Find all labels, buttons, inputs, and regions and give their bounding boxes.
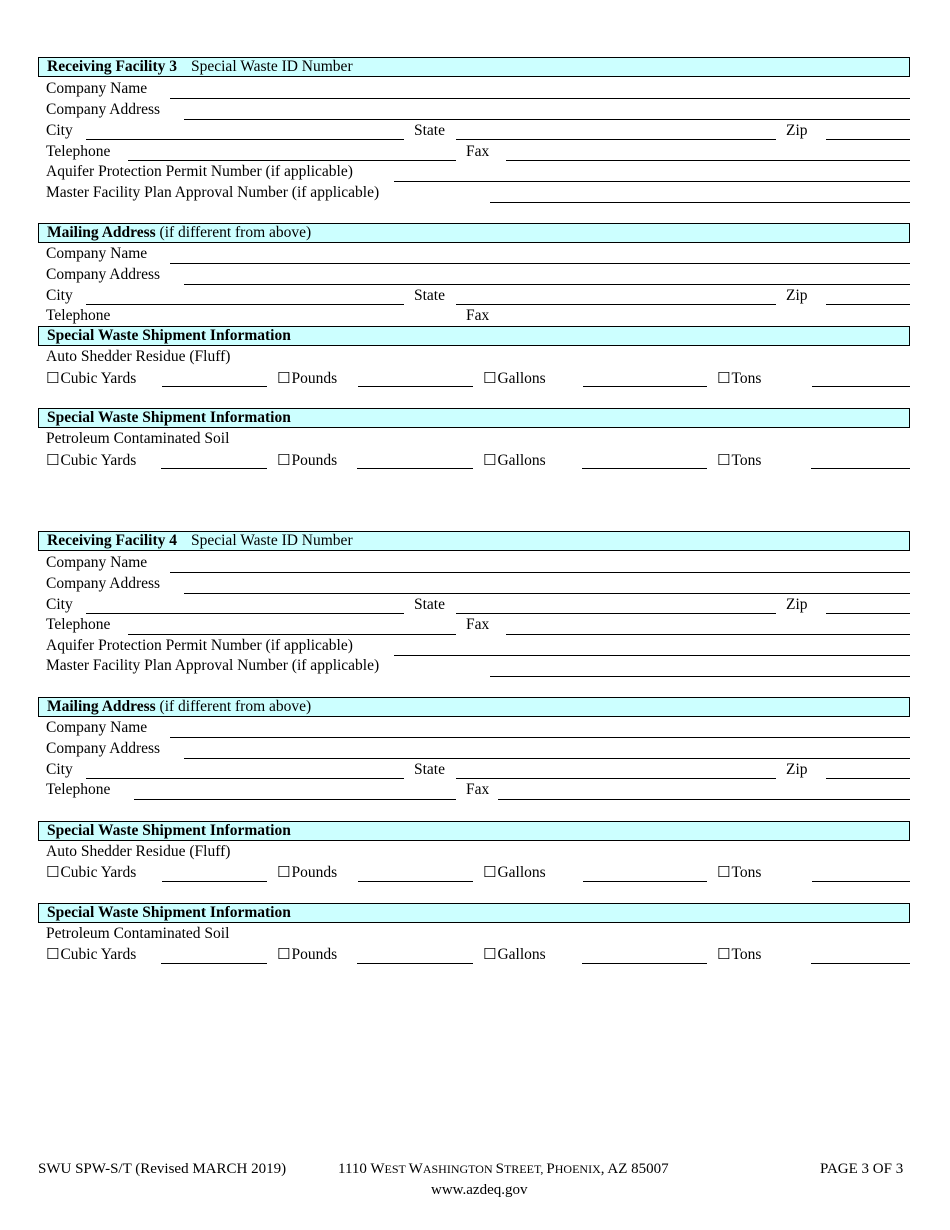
gallons-label: Gallons: [497, 864, 546, 881]
checkbox-icon[interactable]: ☐: [483, 369, 497, 387]
f4m-city-label: City: [46, 761, 73, 778]
f4-soil-pounds-option[interactable]: [277, 945, 337, 964]
f3m-company-name-field[interactable]: [170, 263, 910, 264]
f3m-state-label: State: [414, 287, 445, 304]
tons-label: Tons: [731, 946, 762, 963]
f3m-company-name-label: Company Name: [46, 245, 148, 262]
f4-soil-shipment-title: Special Waste Shipment Information: [47, 904, 291, 921]
f4-soil-gallons-option[interactable]: [483, 945, 546, 964]
f3-fluff-cubic-yards-option[interactable]: [46, 369, 136, 388]
f4-fluff-shipment-header: [38, 821, 910, 841]
f3m-company-address-field[interactable]: [184, 284, 910, 285]
facility4-header: [38, 531, 910, 551]
f3-fax-field[interactable]: [506, 160, 910, 161]
f3-soil-gallons-option[interactable]: [483, 451, 546, 470]
tons-label: Tons: [731, 452, 762, 469]
facility3-header: [38, 57, 910, 77]
f4-aquifer-permit-field[interactable]: [394, 655, 910, 656]
f3m-fax-label: Fax: [466, 307, 490, 324]
checkbox-icon[interactable]: ☐: [483, 451, 497, 469]
f4m-company-address-label: Company Address: [46, 740, 161, 757]
f4-fluff-gallons-option[interactable]: [483, 863, 546, 882]
pounds-label: Pounds: [291, 864, 338, 881]
footer-form-id: SWU SPW-S/T (Revised MARCH 2019): [38, 1161, 287, 1177]
f4m-company-name-label: Company Name: [46, 719, 148, 736]
f4-company-name-field[interactable]: [170, 572, 910, 573]
f4m-zip-label: Zip: [786, 761, 808, 778]
f3-fluff-pounds-field[interactable]: [358, 386, 473, 387]
f3m-city-label: City: [46, 287, 73, 304]
f4-soil-cubic-yards-field[interactable]: [161, 963, 267, 964]
f4-fluff-cubic-yards-field[interactable]: [162, 881, 267, 882]
f3-soil-cubic-yards-option[interactable]: [46, 451, 136, 470]
f4-soil-shipment-header: [38, 903, 910, 923]
f3-mailing-subtitle: (if different from above): [159, 224, 312, 241]
f3-fax-label: Fax: [466, 143, 490, 160]
checkbox-icon[interactable]: ☐: [717, 451, 731, 469]
f3-mailing-header: [38, 223, 910, 243]
f4-telephone-label: Telephone: [46, 616, 111, 633]
f3-city-label: City: [46, 122, 73, 139]
f3-soil-shipment-title: Special Waste Shipment Information: [47, 409, 291, 426]
f4-fluff-gallons-field[interactable]: [583, 881, 707, 882]
f3-zip-field[interactable]: [826, 139, 910, 140]
f3-soil-shipment-header: [38, 408, 910, 428]
f4-telephone-field[interactable]: [128, 634, 456, 635]
f3-fluff-label: Auto Shedder Residue (Fluff): [46, 348, 231, 365]
gallons-label: Gallons: [497, 452, 546, 469]
f4m-fax-label: Fax: [466, 781, 490, 798]
facility4-waste-id-label: Special Waste ID Number: [191, 532, 353, 549]
facility4-title: Receiving Facility 4: [47, 532, 177, 549]
f3-fluff-shipment-title: Special Waste Shipment Information: [47, 327, 291, 344]
f4-mailing-header: [38, 697, 910, 717]
f4-state-label: State: [414, 596, 445, 613]
f4-company-address-field[interactable]: [184, 593, 910, 594]
checkbox-icon[interactable]: ☐: [483, 945, 497, 963]
f3-fluff-shipment-header: [38, 326, 910, 346]
pounds-label: Pounds: [291, 452, 338, 469]
tons-label: Tons: [731, 864, 762, 881]
f3-telephone-field[interactable]: [128, 160, 456, 161]
f3-telephone-label: Telephone: [46, 143, 111, 160]
f3-company-address-field[interactable]: [184, 119, 910, 120]
f3-fluff-tons-field[interactable]: [812, 386, 910, 387]
f3-fluff-gallons-option[interactable]: [483, 369, 546, 388]
f4-fax-field[interactable]: [506, 634, 910, 635]
f3-master-facility-field[interactable]: [490, 202, 910, 203]
cubic-yards-label: Cubic Yards: [60, 370, 137, 387]
f3-soil-label: Petroleum Contaminated Soil: [46, 430, 230, 447]
f4-company-name-label: Company Name: [46, 554, 148, 571]
f4m-fax-field[interactable]: [498, 799, 910, 800]
f3-fluff-pounds-option[interactable]: [277, 369, 337, 388]
f4-zip-field[interactable]: [826, 613, 910, 614]
f4-fluff-tons-option[interactable]: [717, 863, 761, 882]
f3-state-label: State: [414, 122, 445, 139]
checkbox-icon[interactable]: ☐: [717, 369, 731, 387]
f4m-state-label: State: [414, 761, 445, 778]
facility3-waste-id-label: Special Waste ID Number: [191, 58, 353, 75]
f3m-telephone-label: Telephone: [46, 307, 111, 324]
f3m-zip-label: Zip: [786, 287, 808, 304]
f3-city-field[interactable]: [86, 139, 404, 140]
footer-address: 1110 WEST WASHINGTON STREET, PHOENIX, AZ 85007: [338, 1161, 669, 1177]
checkbox-icon[interactable]: ☐: [717, 863, 731, 881]
f4-fluff-tons-field[interactable]: [812, 881, 910, 882]
f4m-city-field[interactable]: [86, 778, 404, 779]
f4-mailing-title: Mailing Address: [47, 698, 156, 715]
f3-zip-label: Zip: [786, 122, 808, 139]
f4-aquifer-permit-label: Aquifer Protection Permit Number (if applicable): [46, 637, 353, 654]
cubic-yards-label: Cubic Yards: [60, 864, 137, 881]
f4m-company-name-field[interactable]: [170, 737, 910, 738]
pounds-label: Pounds: [291, 946, 338, 963]
f4-fluff-pounds-field[interactable]: [358, 881, 473, 882]
f4-soil-pounds-field[interactable]: [357, 963, 473, 964]
f4-fluff-cubic-yards-option[interactable]: [46, 863, 136, 882]
f3-soil-pounds-field[interactable]: [357, 468, 473, 469]
f3-aquifer-permit-label: Aquifer Protection Permit Number (if applicable): [46, 163, 353, 180]
checkbox-icon[interactable]: ☐: [46, 369, 60, 387]
f3-soil-pounds-option[interactable]: [277, 451, 337, 470]
f4-soil-gallons-field[interactable]: [582, 963, 707, 964]
footer-website-link[interactable]: www.azdeq.gov: [431, 1182, 528, 1198]
checkbox-icon[interactable]: ☐: [277, 369, 291, 387]
f4-city-field[interactable]: [86, 613, 404, 614]
f4-soil-tons-field[interactable]: [811, 963, 910, 964]
f4-fluff-shipment-title: Special Waste Shipment Information: [47, 822, 291, 839]
f3-soil-cubic-yards-field[interactable]: [161, 468, 267, 469]
f4-soil-label: Petroleum Contaminated Soil: [46, 925, 230, 942]
f3m-state-field[interactable]: [456, 304, 776, 305]
checkbox-icon[interactable]: ☐: [46, 451, 60, 469]
f3-aquifer-permit-field[interactable]: [394, 181, 910, 182]
tons-label: Tons: [731, 370, 762, 387]
f4-city-label: City: [46, 596, 73, 613]
f3-company-address-label: Company Address: [46, 101, 161, 118]
f3-fluff-cubic-yards-field[interactable]: [162, 386, 267, 387]
f4-zip-label: Zip: [786, 596, 808, 613]
f3m-city-field[interactable]: [86, 304, 404, 305]
f3-company-name-label: Company Name: [46, 80, 148, 97]
f4-company-address-label: Company Address: [46, 575, 161, 592]
f3-mailing-title: Mailing Address: [47, 224, 156, 241]
f3-state-field[interactable]: [456, 139, 776, 140]
checkbox-icon[interactable]: ☐: [277, 945, 291, 963]
f4m-zip-field[interactable]: [826, 778, 910, 779]
f4-master-facility-field[interactable]: [490, 676, 910, 677]
f3-soil-gallons-field[interactable]: [582, 468, 707, 469]
f4m-state-field[interactable]: [456, 778, 776, 779]
cubic-yards-label: Cubic Yards: [60, 946, 137, 963]
f3m-company-address-label: Company Address: [46, 266, 161, 283]
f4-fax-label: Fax: [466, 616, 490, 633]
checkbox-icon[interactable]: ☐: [483, 863, 497, 881]
f3m-zip-field[interactable]: [826, 304, 910, 305]
f4-soil-cubic-yards-option[interactable]: [46, 945, 136, 964]
checkbox-icon[interactable]: ☐: [277, 863, 291, 881]
f4-soil-tons-option[interactable]: [717, 945, 761, 964]
checkbox-icon[interactable]: ☐: [46, 945, 60, 963]
f4-mailing-subtitle: (if different from above): [159, 698, 312, 715]
f4m-telephone-field[interactable]: [134, 799, 456, 800]
f3-fluff-gallons-field[interactable]: [583, 386, 707, 387]
checkbox-icon[interactable]: ☐: [46, 863, 60, 881]
f4m-company-address-field[interactable]: [184, 758, 910, 759]
checkbox-icon[interactable]: ☐: [277, 451, 291, 469]
gallons-label: Gallons: [497, 946, 546, 963]
cubic-yards-label: Cubic Yards: [60, 452, 137, 469]
f4m-telephone-label: Telephone: [46, 781, 111, 798]
f3-soil-tons-field[interactable]: [811, 468, 910, 469]
gallons-label: Gallons: [497, 370, 546, 387]
f3-company-name-field[interactable]: [170, 98, 910, 99]
f3-master-facility-label: Master Facility Plan Approval Number (if applicable): [46, 184, 380, 201]
f4-master-facility-label: Master Facility Plan Approval Number (if applicable): [46, 657, 380, 674]
checkbox-icon[interactable]: ☐: [717, 945, 731, 963]
footer-page-number: PAGE 3 OF 3: [820, 1161, 904, 1177]
f4-fluff-pounds-option[interactable]: [277, 863, 337, 882]
f3-fluff-tons-option[interactable]: [717, 369, 761, 388]
f3-soil-tons-option[interactable]: [717, 451, 761, 470]
pounds-label: Pounds: [291, 370, 338, 387]
f4-fluff-label: Auto Shedder Residue (Fluff): [46, 843, 231, 860]
f4-state-field[interactable]: [456, 613, 776, 614]
facility3-title: Receiving Facility 3: [47, 58, 177, 75]
